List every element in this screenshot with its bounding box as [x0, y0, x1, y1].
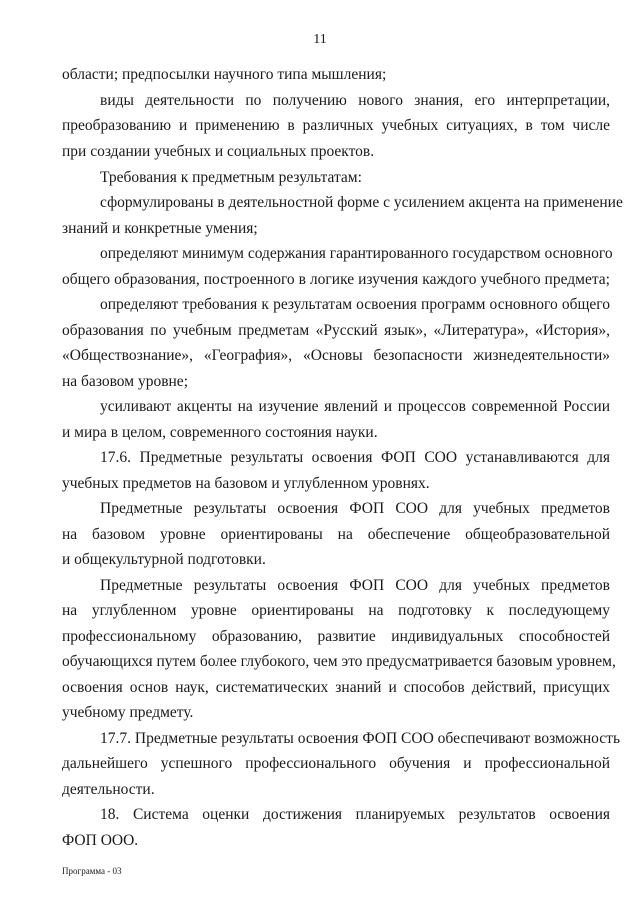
text-line: усиливают акценты на изучение явлений и процессов современной России [100, 398, 610, 415]
document-footer: Программа - 03 [62, 866, 122, 876]
text-line: и мира в целом, современного состояния науки. [62, 424, 378, 441]
text-line: при создании учебных и социальных проектов. [62, 143, 375, 160]
page-number: 11 [313, 32, 327, 47]
text-line: «Обществознание», «География», «Основы безопасности жизнедеятельности» [62, 347, 610, 364]
text-line: определяют минимум содержания гарантированного государством основного [100, 245, 613, 262]
text-line: Предметные результаты освоения ФОП СОО для учебных предметов [100, 577, 610, 594]
text-line: и общекультурной подготовки. [62, 551, 266, 568]
text-line: учебному предмету. [62, 704, 194, 721]
text-line: сформулированы в деятельностной форме с усилением акцента на применение [100, 194, 623, 211]
text-line: дальнейшего успешного профессионального обучения и профессиональной [62, 755, 610, 772]
text-line: ФОП ООО. [62, 832, 139, 849]
text-line: освоения основ наук, систематических знаний и способов действий, присущих [62, 679, 610, 696]
text-line: Предметные результаты освоения ФОП СОО для учебных предметов [100, 500, 610, 517]
text-line: на базовом уровне ориентированы на обеспечение общеобразовательной [62, 526, 610, 543]
text-line: 17.6. Предметные результаты освоения ФОП СОО устанавливаются для [100, 449, 610, 466]
text-line: преобразованию и применению в различных учебных ситуациях, в том числе [62, 117, 610, 134]
text-line: виды деятельности по получению нового знания, его интерпретации, [100, 92, 610, 109]
text-line: 18. Система оценки достижения планируемых результатов освоения [100, 806, 610, 823]
text-line: 17.7. Предметные результаты освоения ФОП СОО обеспечивают возможность [100, 730, 621, 747]
text-line: на углубленном уровне ориентированы на подготовку к последующему [62, 602, 610, 619]
text-line: Требования к предметным результатам: [100, 169, 362, 186]
text-line: учебных предметов на базовом и углубленном уровнях. [62, 475, 430, 492]
text-line: обучающихся путем более глубокого, чем это предусматривается базовым уровнем, [62, 653, 616, 670]
text-line: деятельности. [62, 781, 155, 798]
text-line: определяют требования к результатам освоения программ основного общего [100, 296, 610, 313]
text-line: профессиональному образованию, развитие индивидуальных способностей [62, 628, 610, 645]
text-line: области; предпосылки научного типа мышления; [62, 66, 387, 83]
text-line: общего образования, построенного в логике изучения каждого учебного предмета; [62, 271, 610, 288]
text-line: знаний и конкретные умения; [62, 220, 258, 237]
text-line: на базовом уровне; [62, 373, 188, 390]
text-line: образования по учебным предметам «Русский язык», «Литература», «История», [62, 322, 610, 339]
